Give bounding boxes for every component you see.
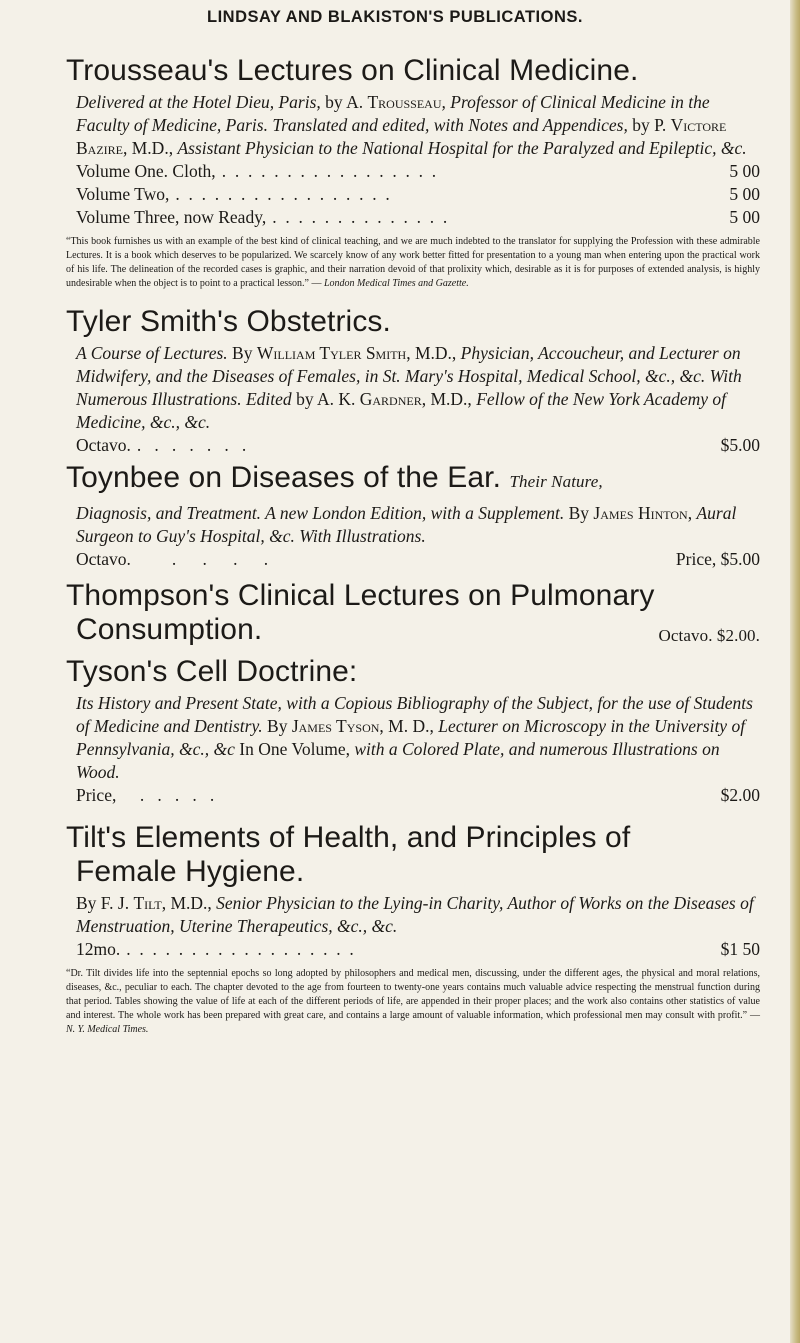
leader-dots: . . . . . . . . . . . . . . . . . . — [126, 939, 354, 959]
desc-text: with a Colored Plate, and numerous Illustrations on Wood. — [76, 739, 720, 782]
desc-text: By F. J. — [76, 893, 134, 913]
entry-title-row — [66, 461, 760, 499]
desc-text: Assistant Physician to the National Hospital for the Paralyzed and Epileptic, &c. — [177, 138, 747, 158]
desc-text: , M. D., — [379, 716, 439, 736]
desc-text: , M.D., — [421, 389, 477, 409]
entry-title: Tyler Smith's Obstetrics. — [66, 305, 391, 338]
price-label: Price, — [76, 785, 117, 805]
leader-dots: . . . . — [136, 549, 269, 569]
volume-label: Volume Three, now Ready, — [76, 207, 267, 227]
desc-text: Physician, Accoucheur, and Lecturer on Midwifery, and the Diseases of Females, in St. Mary's Hospital, Medical School, &c., &c. With Numerous Illustrations. Edited — [76, 343, 742, 409]
volume-price: 5 00 — [729, 184, 760, 204]
entry-description — [66, 342, 760, 457]
entry-toynbee — [66, 461, 760, 571]
editor-name: Gardner — [359, 389, 422, 409]
desc-text: Fellow of the New York Academy of Medicine, &c., &c. — [76, 389, 727, 432]
leader-dots: . . . . . . . . . . . . . . . . . — [175, 184, 390, 204]
desc-text: , M.D., — [161, 893, 217, 913]
entry-title: Consumption. — [76, 613, 263, 646]
volume-label: Volume One. Cloth, — [76, 161, 216, 181]
entry-tyson — [66, 655, 760, 807]
leader-dots: . . . . . . . — [136, 435, 247, 455]
desc-text: Senior Physician to the Lying-in Charity, Author of Works on the Diseases of Menstruation, Uterine Therapeutics, &c., &c. — [76, 893, 754, 936]
author-name: Trousseau — [367, 92, 442, 112]
volume-row — [76, 206, 760, 229]
price-row — [76, 784, 760, 807]
desc-text: In One Volume, — [234, 739, 355, 759]
author-name: William Tyler Smith — [256, 343, 407, 363]
entry-price: $5.00 — [720, 435, 760, 455]
desc-text: , M.D., — [123, 138, 178, 158]
volume-row — [76, 160, 760, 183]
entry-price: $1 50 — [720, 939, 760, 959]
desc-text: Diagnosis, and Treatment. A new London Edition, with a Supplement. — [76, 503, 565, 523]
volume-row — [76, 183, 760, 206]
desc-text: by A. — [320, 92, 368, 112]
leader-dots: . . . . . — [122, 785, 215, 805]
desc-text: by A. K. — [291, 389, 360, 409]
entry-description — [66, 692, 760, 807]
review-text: “Dr. Tilt divides life into the septennial epochs so long adopted by philosophers and medical men, discussing, under the different ages, the physical and moral relations, diseases, &c., peculiar to each. The chapter devoted to the age from fourteen to twenty-one years contains much valuable advice respecting the menstrual function during that period. Tables showing the value of life at each of the different periods of life, are appended in their proper places; and the work also contains other statistics of value and interest. The whole work has been prepared with great care, and contains a large amount of valuable information, which professional men may consult with profit.” — — [66, 968, 760, 1021]
entry-description — [66, 91, 760, 229]
running-head: LINDSAY AND BLAKISTON'S PUBLICATIONS. — [207, 8, 583, 26]
desc-text: Lecturer on Microscopy in the University of Pennsylvania, &c., &c — [76, 716, 746, 759]
entry-title: Thompson's Clinical Lectures on Pulmonary — [66, 579, 655, 612]
entry-title: Female Hygiene. — [76, 855, 305, 888]
desc-text: by P. — [627, 115, 671, 135]
format-label: 12mo. — [76, 939, 121, 959]
review-source: London Medical Times and Gazette. — [323, 278, 469, 289]
author-name: Tilt — [133, 893, 162, 913]
review-text: “This book furnishes us with an example of the best kind of clinical teaching, and we are much indebted to the translator for supplying the Profession with these admirable Lectures. It is a book which deserves to be popularized. We scarcely know of any work better fitted for presentation to a young man when entering upon the practical work of his life. The delineation of the recorded cases is graphic, and their narration devoid of that prolixity which, desirable as it is for purposes of extended analysis, is highly undesirable when the object is to point to a practical lesson.” — — [66, 236, 760, 289]
translator-name: Victore Bazire — [76, 115, 727, 158]
entry-title: Trousseau's Lectures on Clinical Medicine. — [66, 54, 639, 87]
entry-tyler-smith — [66, 305, 760, 457]
desc-text: A Course of Lectures. — [76, 343, 228, 363]
catalogue-content — [66, 54, 760, 1037]
entry-price: Price, $5.00 — [675, 549, 760, 569]
volume-label: Volume Two, — [76, 184, 170, 204]
desc-text: , Professor of Clinical Medicine in the Faculty of Medicine, Paris. Translated and edited, with Notes and Appendices, — [76, 92, 710, 135]
leader-dots: . . . . . . . . . . . . . . — [272, 207, 448, 227]
entry-title: Toynbee on Diseases of the Ear. — [66, 461, 502, 494]
entry-title: Tyson's Cell Doctrine: — [66, 655, 358, 688]
entry-tilt — [66, 821, 760, 1037]
format-label: Octavo. — [76, 549, 131, 569]
entry-title: Tilt's Elements of Health, and Principles of — [66, 821, 631, 854]
format-label: Octavo. — [76, 435, 131, 455]
desc-text: , — [687, 503, 697, 523]
entry-thompson — [66, 579, 760, 647]
desc-text: By — [227, 343, 257, 363]
entry-description — [66, 502, 760, 571]
entry-trousseau — [66, 54, 760, 291]
price-row — [76, 434, 760, 457]
price-row — [76, 938, 760, 961]
title-continuation: Their Nature, — [509, 472, 603, 491]
leader-dots: . . . . . . . . . . . . . . . . . — [221, 161, 437, 181]
desc-text: Delivered at the Hotel Dieu, Paris, — [76, 92, 321, 112]
desc-text: By — [564, 503, 594, 523]
price-row — [76, 548, 760, 571]
page-edge — [790, 0, 800, 1343]
desc-text: , M.D., — [406, 343, 461, 363]
volume-price: 5 00 — [729, 161, 760, 181]
entry-title-row — [66, 613, 760, 647]
press-review — [66, 235, 760, 291]
press-review — [66, 967, 760, 1037]
desc-text: Aural Surgeon to Guy's Hospital, &c. With Illustrations. — [76, 503, 737, 546]
desc-text: Its History and Present State, with a Copious Bibliography of the Subject, for the use of Students of Medicine and Dentistry. — [76, 693, 753, 736]
review-source: N. Y. Medical Times. — [66, 1024, 149, 1035]
desc-text: By — [262, 716, 292, 736]
author-name: James Hinton — [593, 503, 688, 523]
author-name: James Tyson — [291, 716, 380, 736]
format-price: Octavo. $2.00. — [658, 626, 760, 645]
entry-description — [66, 892, 760, 961]
entry-price: $2.00 — [720, 785, 760, 805]
volume-price: 5 00 — [729, 207, 760, 227]
